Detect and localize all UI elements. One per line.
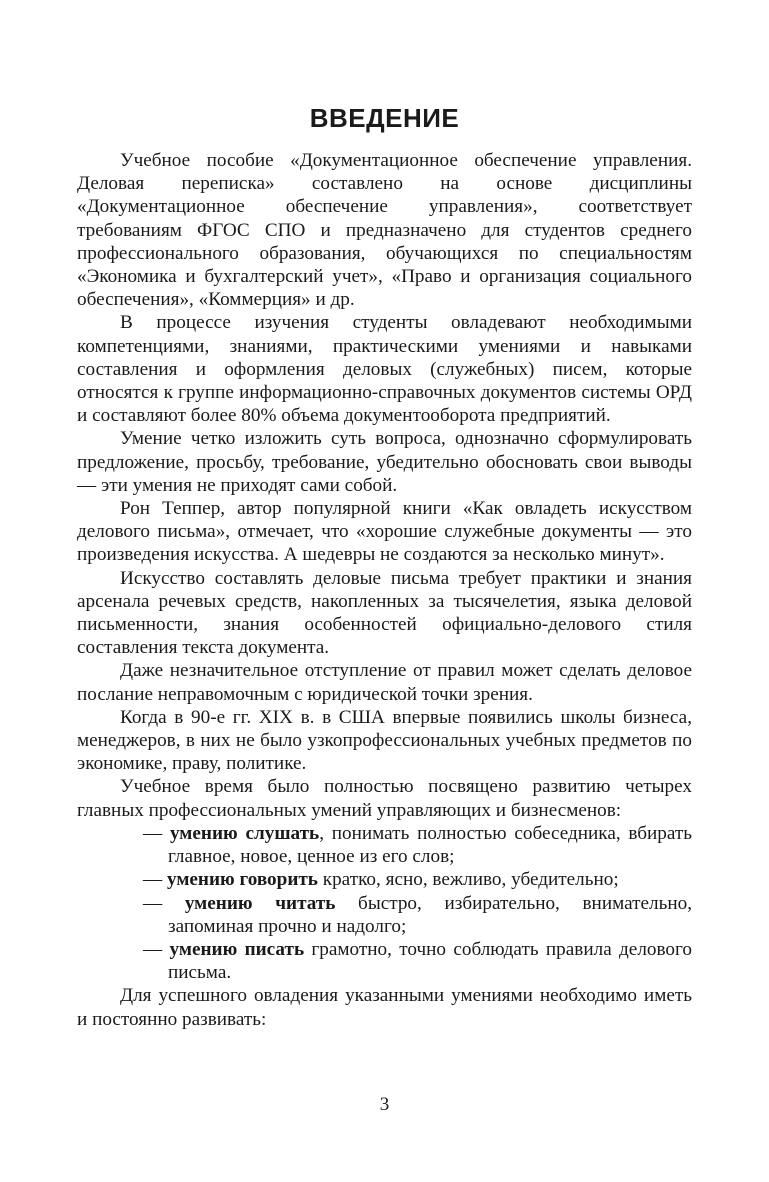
list-item [143, 892, 692, 938]
book-page [77, 0, 692, 1182]
list-item [143, 822, 692, 868]
list-dash: — [143, 938, 163, 960]
paragraph: Учебное время было полностью посвящено развитию четырех главных профессиональных умений управляющих и бизнесменов: [77, 776, 692, 821]
list-item-bold: умению слушать [169, 822, 320, 844]
paragraph-closing: Для успешного овладения указанными умениями необходимо иметь и постоянно развивать: [77, 985, 692, 1030]
list-item-text: кратко, ясно, вежливо, убедительно; [317, 869, 619, 891]
paragraph: Учебное пособие «Документационное обеспечение управления. Деловая переписка» составлено на основе дисциплины «Документационное обеспечение управления», соответствует требованиям ФГОС СПО и предназначено для студентов среднего профессионального образования, обучающихся по специальностям «Экономика и бухгалтерский учет», «Право и организация социального обеспечения», «Коммерция» и др. [77, 150, 692, 311]
paragraph: Даже незначительное отступление от правил может сделать деловое послание неправомочным с юридической точки зрения. [77, 660, 692, 705]
paragraph: Когда в 90-е гг. XIX в. в США впервые появились школы бизнеса, менеджеров, в них не было узкопрофессиональных учебных предметов по экономике, праву, политике. [77, 706, 692, 775]
body-text [77, 149, 692, 1031]
page-number: 3 [379, 1094, 390, 1115]
page-title: ВВЕДЕНИЕ [309, 103, 460, 133]
paragraph: В процессе изучения студенты овладевают необходимыми компетенциями, знаниями, практическими умениями и навыками составления и оформления деловых (служебных) писем, которые относятся к группе информационно-справочных документов системы ОРД и составляют более 80% объема документооборота предприятий. [77, 312, 692, 427]
list-item-text: грамотно, точно соблюдать правила делового письма. [168, 938, 693, 984]
list-item-bold: умению говорить [166, 869, 318, 891]
paragraph: Рон Теппер, автор популярной книги «Как овладеть искусством делового письма», отмечает, что «хорошие служебные документы — это произведения искусства. А шедевры не создаются за несколько минут». [77, 498, 692, 566]
paragraph: Умение четко изложить суть вопроса, однозначно сформулировать предложение, просьбу, требование, убедительно обосновать свои выводы — эти умения не приходят сами собой. [77, 428, 692, 496]
paragraph: Искусство составлять деловые письма требует практики и знания арсенала речевых средств, накопленных за тысячелетия, языка деловой письменности, знания особенностей официально-делового стиля составления текста документа. [77, 567, 692, 659]
list-item-bold: умению читать [184, 892, 336, 914]
list-item [143, 938, 692, 984]
list-item-bold: умению писать [169, 938, 305, 960]
list-item [143, 868, 692, 891]
list-dash: — [143, 892, 163, 914]
list-item-text: быстро, избирательно, внимательно, запоминая прочно и надолго; [168, 892, 693, 937]
list-dash: — [143, 869, 163, 891]
list-item-text: , понимать полностью собеседника, вбирать главное, новое, ценное из его слов; [168, 822, 693, 868]
list-dash: — [143, 822, 163, 844]
